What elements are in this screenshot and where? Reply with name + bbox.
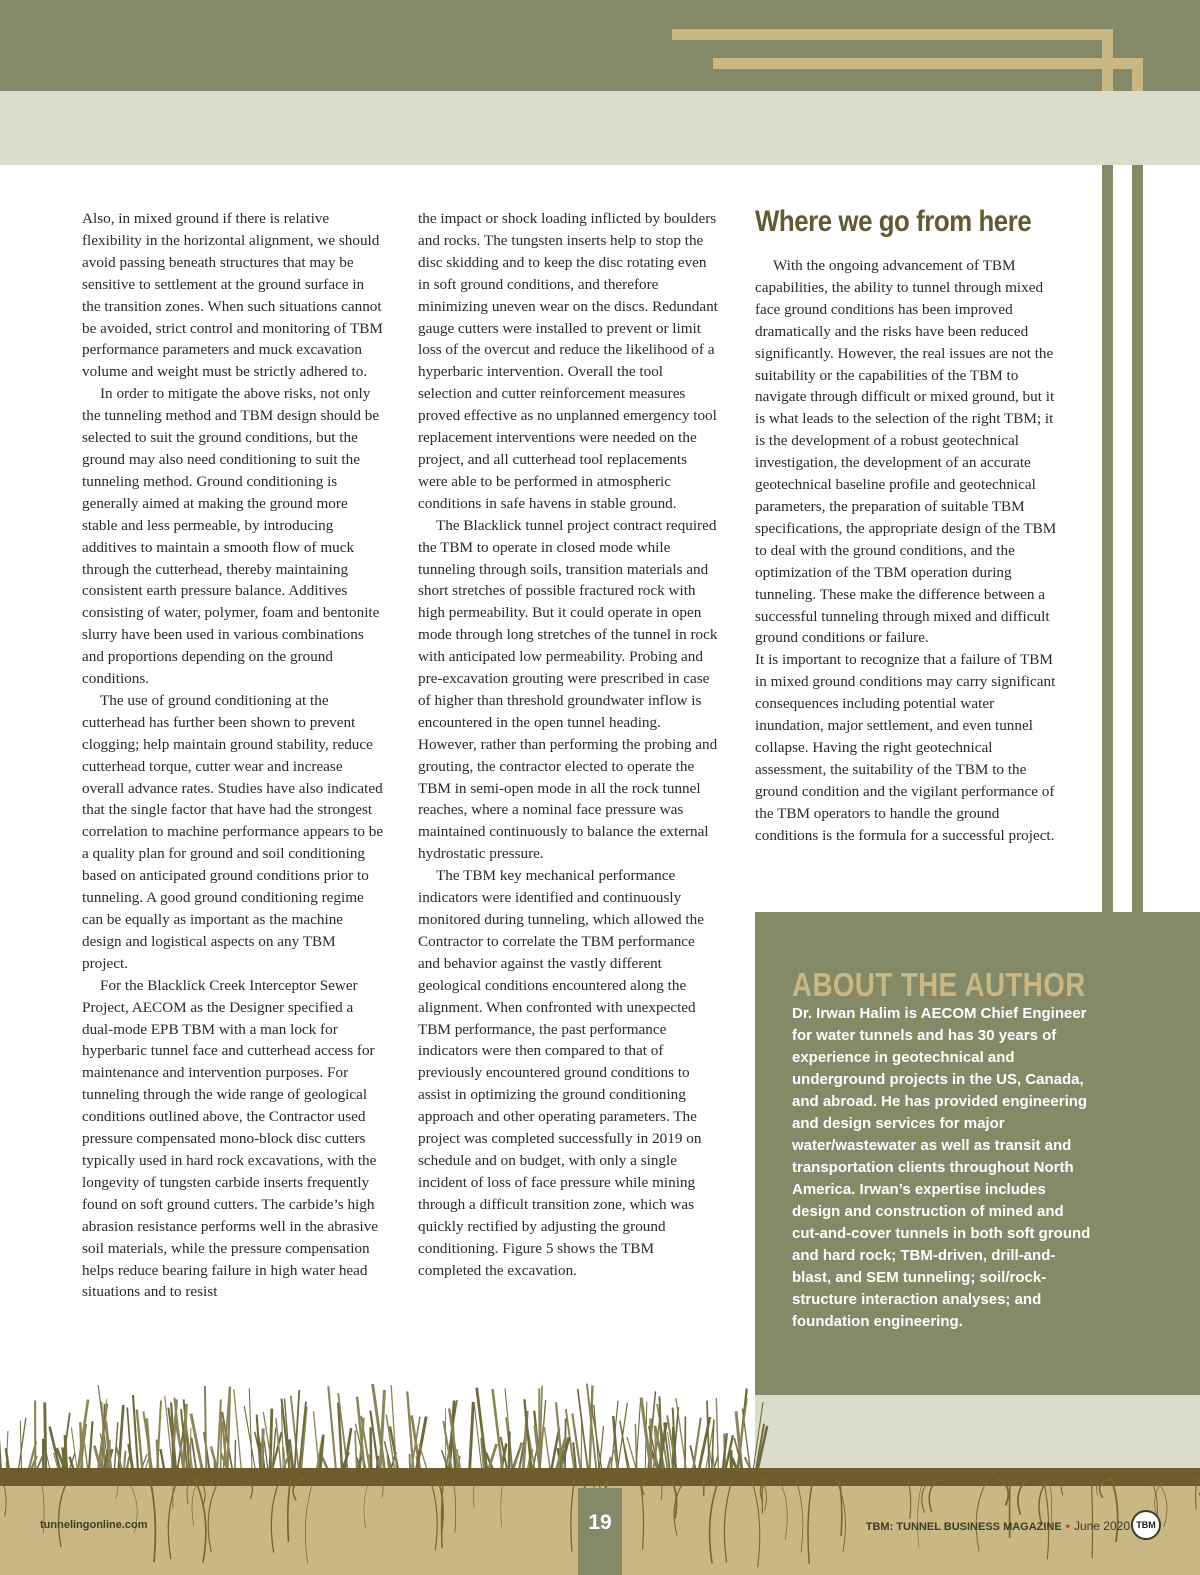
decor-vertical-bar-2 xyxy=(1132,165,1143,912)
decor-stripe-top xyxy=(672,29,1113,40)
page-number: 19 xyxy=(578,1488,622,1575)
footer-issue-date: June 2020 xyxy=(1073,1519,1130,1533)
paragraph: the impact or shock loading inflicted by boulders and rocks. The tungsten inserts help to stop the disc skidding and to keep the disc rotating even in soft ground conditions, and therefore minimizing uneven wear on the discs. Redundant gauge cutters were installed to prevent or limit loss of the overcut and reduce the likelihood of a hyperbaric intervention. Overall the tool selection and cutter reinforcement measures proved effective as no unplanned emergency tool replacement interventions were needed on the project, and all cutterhead tool replacements were able to be performed in atmospheric conditions in safe havens in stable ground. xyxy=(418,210,718,512)
about-author-bio: Dr. Irwan Halim is AECOM Chief Engineer for water tunnels and has 30 years of experience in geotechnical and underground projects in the US, Canada, and abroad. He has provided engineering and design services for major water/wastewater as well as transit and transportation clients throughout North America. Irwan’s expertise includes design and construction of mined and cut-and-cover tunnels in both soft ground and hard rock; TBM-driven, drill-and-blast, and SEM tunneling; soil/rock-structure interaction analyses; and foundation engineering. xyxy=(792,1005,1091,1330)
decor-vertical-bar-1 xyxy=(1102,165,1113,912)
footer-website[interactable]: tunnelingonline.com xyxy=(40,1519,148,1531)
paragraph: For the Blacklick Creek Interceptor Sewer Project, AECOM as the Designer specified a dual-mode EPB TBM with a man lock for hyperbaric tunnel face and cutterhead access for maintenance and intervention purposes. For tunneling through the wide range of geological conditions outlined above, the Contractor used pressure compensated mono-block disc cutters typically used in hard rock excavations, with the longevity of tungsten carbide inserts frequently found on soft ground cutters. The carbide’s high abrasion resistance performs well in the abrasive soil materials, while the pressure compensation helps reduce bearing failure in high water head situations and to resist xyxy=(82,976,379,1301)
paragraph: The Blacklick tunnel project contract required the TBM to operate in closed mode while tunneling through soils, transition materials and short stretches of possible fractured rock with high permeability. But it could operate in open mode through long stretches of the tunnel in rock with anticipated low permeability. Probing and pre-excavation grouting were prescribed in case of higher than threshold groundwater inflow is encountered in the open tunnel heading. However, rather than performing the probing and grouting, the contractor elected to operate the TBM in semi-open mode in all the rock tunnel reaches, where a nominal face pressure was maintained continuously to balance the external hydrostatic pressure. xyxy=(418,516,718,863)
footer-separator: • xyxy=(1065,1519,1070,1533)
paragraph: Also, in mixed ground if there is relative flexibility in the horizontal alignment, we should avoid passing beneath structures that may be sensitive to settlement at the ground surface in the transition zones. When such situations cannot be avoided, strict control and monitoring of TBM performance parameters and muck excavation volume and weight must be strictly adhered to. xyxy=(82,210,383,381)
footer-publication xyxy=(866,1519,1130,1533)
tbm-logo-icon: TBM xyxy=(1131,1510,1161,1540)
paragraph: The TBM key mechanical performance indicators were identified and continuously monitored during tunneling, which allowed the Contractor to correlate the TBM performance and behavior against the vastly different geological conditions encountered along the alignment. When confronted with unexpected TBM performance, the past performance indicators were then compared to that of previously encountered ground conditions to assist in optimizing the ground conditioning approach and other operating parameters. The project was completed successfully in 2019 on schedule and on budget, with only a single incident of loss of face pressure while mining through a difficult transition zone, which was quickly rectified by adjusting the ground conditioning. Figure 5 shows the TBM completed the excavation. xyxy=(418,867,704,1279)
footer-magazine-name: TBM: TUNNEL BUSINESS MAGAZINE xyxy=(865,1521,1062,1533)
decor-stripe-vertical-2 xyxy=(1132,58,1143,91)
decor-stripe-lower xyxy=(713,58,1143,69)
paragraph: The use of ground conditioning at the cutterhead has further been shown to prevent clogging; help maintain ground stability, reduce cutterhead torque, cutter wear and increase overall advance rates. Studies have also indicated that the single factor that have had the strongest correlation to machine performance appears to be a quality plan for ground and soil conditioning based on anticipated ground conditions prior to tunneling. A good ground conditioning regime can be equally as important as the machine design and logistical aspects on any TBM project. xyxy=(82,691,384,972)
paragraph: With the ongoing advancement of TBM capabilities, the ability to tunnel through mixed face ground conditions has been improved dramatically and the risks have been reduced significantly. However, the real issues are not the suitability or the capabilities of the TBM to navigate through difficult or mixed ground, but it is what leads to the selection of the right TBM; it is the development of a robust geotechnical investigation, the development of an accurate geotechnical baseline profile and geotechnical parameters, the preparation of suitable TBM specifications, the appropriate design of the TBM to deal with the ground conditions, and the optimization of the TBM operation during tunneling. These make the difference between a successful tunneling through mixed and difficult ground conditions or failure. xyxy=(755,257,1057,647)
article-column-3 xyxy=(755,255,1057,846)
header-band xyxy=(0,0,1200,91)
about-author-title: ABOUT THE AUTHOR xyxy=(792,966,1086,1003)
decor-stripe-vertical-1 xyxy=(1102,29,1113,91)
article-column-1 xyxy=(82,208,384,1303)
header-sub-band xyxy=(0,91,1200,165)
article-column-2 xyxy=(418,208,720,1281)
paragraph: It is important to recognize that a failure of TBM in mixed ground conditions may carry significant consequences including potential water inundation, major settlement, and even tunnel collapse. Having the right geotechnical assessment, the suitability of the TBM to the ground condition and the vigilant performance of the TBM operators to handle the ground conditions is the formula for a successful project. xyxy=(755,651,1056,844)
paragraph: In order to mitigate the above risks, not only the tunneling method and TBM design should be selected to suit the ground conditions, but the ground may also need conditioning to suit the tunneling method. Ground conditioning is generally aimed at making the ground more stable and less permeable, by introducing additives to maintain a smooth flow of muck through the cutterhead, thereby maintaining consistent earth pressure balance. Additives consisting of water, polymer, foam and bentonite slurry have been used in various combinations and proportions depending on the ground conditions. xyxy=(82,385,380,688)
section-heading: Where we go from here xyxy=(755,205,1032,238)
